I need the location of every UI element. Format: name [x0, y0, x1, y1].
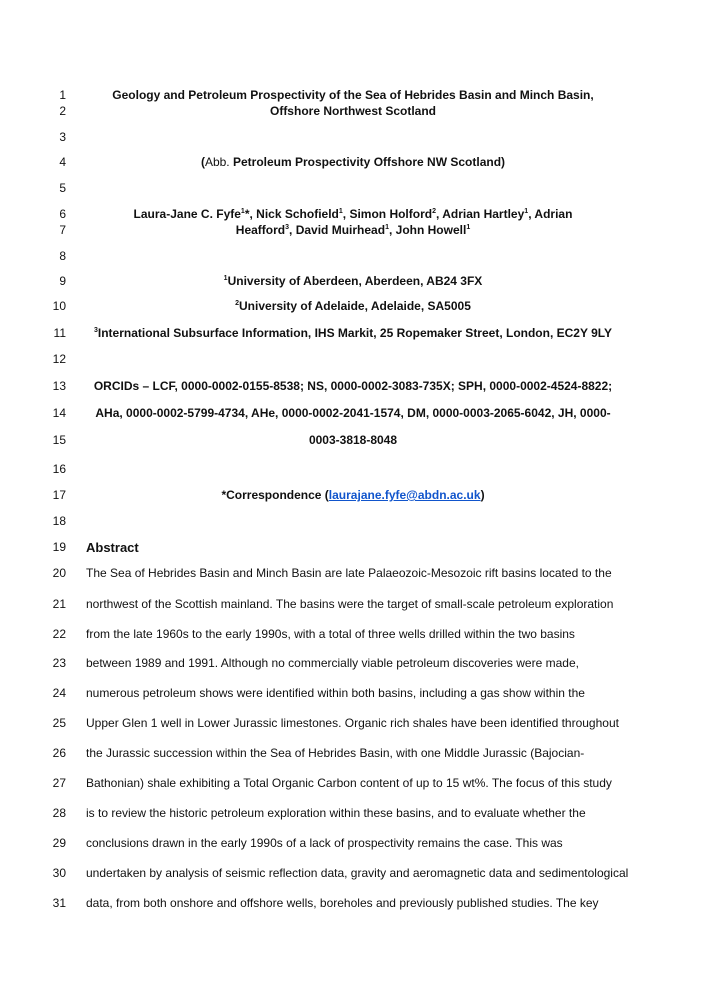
abstract-line: Bathonian) shale exhibiting a Total Organic Carbon content of up to 15 wt%. The focus of this study — [86, 776, 612, 790]
line-number: 11 — [53, 326, 66, 340]
line-number: 3 — [59, 130, 66, 144]
affiliation-mark: 2 — [235, 300, 240, 307]
short-title-text: Petroleum Prospectivity Offshore NW Scotland) — [229, 155, 506, 169]
line-number: 9 — [59, 274, 66, 288]
abstract-line: the Jurassic succession within the Sea of Hebrides Basin, with one Middle Jurassic (Bajocian- — [86, 746, 585, 760]
abstract-heading: Abstract — [86, 540, 139, 555]
affiliation — [86, 274, 620, 288]
line-number: 17 — [52, 488, 66, 502]
correspondence-close: ) — [480, 488, 485, 502]
correspondence — [86, 488, 620, 502]
abstract-line: is to review the historic petroleum exploration within these basins, and to evaluate whether the — [86, 806, 586, 820]
abstract-line: from the late 1960s to the early 1990s, with a total of three wells drilled within the two basins — [86, 627, 575, 641]
short-title-open: ( — [200, 155, 205, 169]
affiliation-mark: 1 — [223, 275, 228, 282]
abstract-line: conclusions drawn in the early 1990s of a lack of prospectivity remains the case. This was — [86, 836, 563, 850]
author-corresponding-mark: * — [244, 207, 250, 221]
author-name: Adrian Hartley — [442, 207, 525, 221]
line-number: 31 — [52, 896, 66, 910]
author-separator: , — [436, 207, 443, 221]
author-separator: , — [289, 223, 296, 237]
line-number: 4 — [59, 155, 66, 169]
paper-title-line-2: Offshore Northwest Scotland — [269, 104, 436, 118]
paper-title-line-1: Geology and Petroleum Prospectivity of the Sea of Hebrides Basin and Minch Basin, — [112, 88, 594, 102]
author-name: Simon Holford — [349, 207, 433, 221]
author-separator: , — [388, 223, 396, 237]
line-number: 26 — [52, 746, 66, 760]
line-number: 30 — [52, 866, 66, 880]
author-list-line-2 — [86, 223, 620, 237]
line-number: 5 — [59, 181, 66, 195]
correspondence-email-link[interactable]: laurajane.fyfe@abdn.ac.uk — [328, 488, 481, 502]
author-name: Adrian — [534, 207, 573, 221]
affiliation — [86, 326, 620, 340]
line-number: 25 — [52, 716, 66, 730]
author-affiliation-mark: 2 — [432, 208, 437, 215]
line-number: 6 — [59, 207, 66, 221]
short-title-prefix: Abb. — [204, 155, 230, 169]
line-number: 29 — [52, 836, 66, 850]
abstract-line: undertaken by analysis of seismic reflection data, gravity and aeromagnetic data and sedimentological — [86, 866, 629, 880]
affiliation-text: University of Adelaide, Adelaide, SA5005 — [239, 299, 471, 313]
line-number: 7 — [59, 223, 66, 237]
line-number: 19 — [52, 540, 66, 554]
author-affiliation-mark: 1 — [466, 224, 471, 231]
affiliation-text: International Subsurface Information, IHS Markit, 25 Ropemaker Street, London, EC2Y 9LY — [97, 326, 613, 340]
author-name: Heafford — [235, 223, 286, 237]
author-list-line-1 — [86, 207, 620, 221]
abstract-line: Upper Glen 1 well in Lower Jurassic limestones. Organic rich shales have been identified throughout — [86, 716, 619, 730]
correspondence-label: *Correspondence ( — [221, 488, 329, 502]
line-number: 13 — [52, 379, 66, 393]
author-separator: , — [528, 207, 535, 221]
orcid-line-3: 0003-3818-8048 — [308, 433, 398, 447]
affiliation — [86, 299, 620, 313]
orcid-line-1: ORCIDs – LCF, 0000-0002-0155-8538; NS, 0000-0002-3083-735X; SPH, 0000-0002-4524-8822; — [93, 379, 613, 393]
author-affiliation-mark: 1 — [524, 208, 529, 215]
affiliation-text: University of Aberdeen, Aberdeen, AB24 3FX — [227, 274, 483, 288]
abstract-line: northwest of the Scottish mainland. The basins were the target of small-scale petroleum exploration — [86, 597, 614, 611]
line-number: 1 — [59, 88, 66, 102]
line-number: 22 — [52, 627, 66, 641]
line-number: 14 — [52, 406, 66, 420]
line-number: 16 — [52, 462, 66, 476]
author-separator: , — [249, 207, 257, 221]
abstract-line: numerous petroleum shows were identified within both basins, including a gas show within the — [86, 686, 585, 700]
line-number: 15 — [52, 433, 66, 447]
line-number: 28 — [52, 806, 66, 820]
author-separator: , — [342, 207, 350, 221]
line-number: 18 — [52, 514, 66, 528]
short-title — [86, 155, 620, 169]
author-affiliation-mark: 1 — [338, 208, 343, 215]
line-number: 2 — [59, 104, 66, 118]
author-name: David Muirhead — [295, 223, 386, 237]
author-name: John Howell — [395, 223, 467, 237]
line-number: 8 — [59, 249, 66, 263]
affiliation-mark: 3 — [93, 327, 98, 334]
author-affiliation-mark: 3 — [285, 224, 290, 231]
author-name: Nick Schofield — [256, 207, 339, 221]
line-number: 27 — [52, 776, 66, 790]
line-number: 21 — [52, 597, 66, 611]
line-number: 12 — [52, 352, 66, 366]
abstract-line: between 1989 and 1991. Although no commercially viable petroleum discoveries were made, — [86, 656, 579, 670]
abstract-line: data, from both onshore and offshore wells, boreholes and previously published studies. The key — [86, 896, 599, 910]
line-number: 24 — [52, 686, 66, 700]
orcid-line-2: AHa, 0000-0002-5799-4734, AHe, 0000-0002-2041-1574, DM, 0000-0003-2065-6042, JH, 0000- — [95, 406, 611, 420]
author-affiliation-mark: 1 — [385, 224, 389, 231]
line-number: 20 — [52, 566, 66, 580]
abstract-line: The Sea of Hebrides Basin and Minch Basin are late Palaeozoic-Mesozoic rift basins located to the — [86, 566, 612, 580]
author-affiliation-mark: 1 — [240, 208, 245, 215]
line-number: 23 — [52, 656, 66, 670]
line-number: 10 — [52, 299, 66, 313]
author-name: Laura-Jane C. Fyfe — [133, 207, 241, 221]
